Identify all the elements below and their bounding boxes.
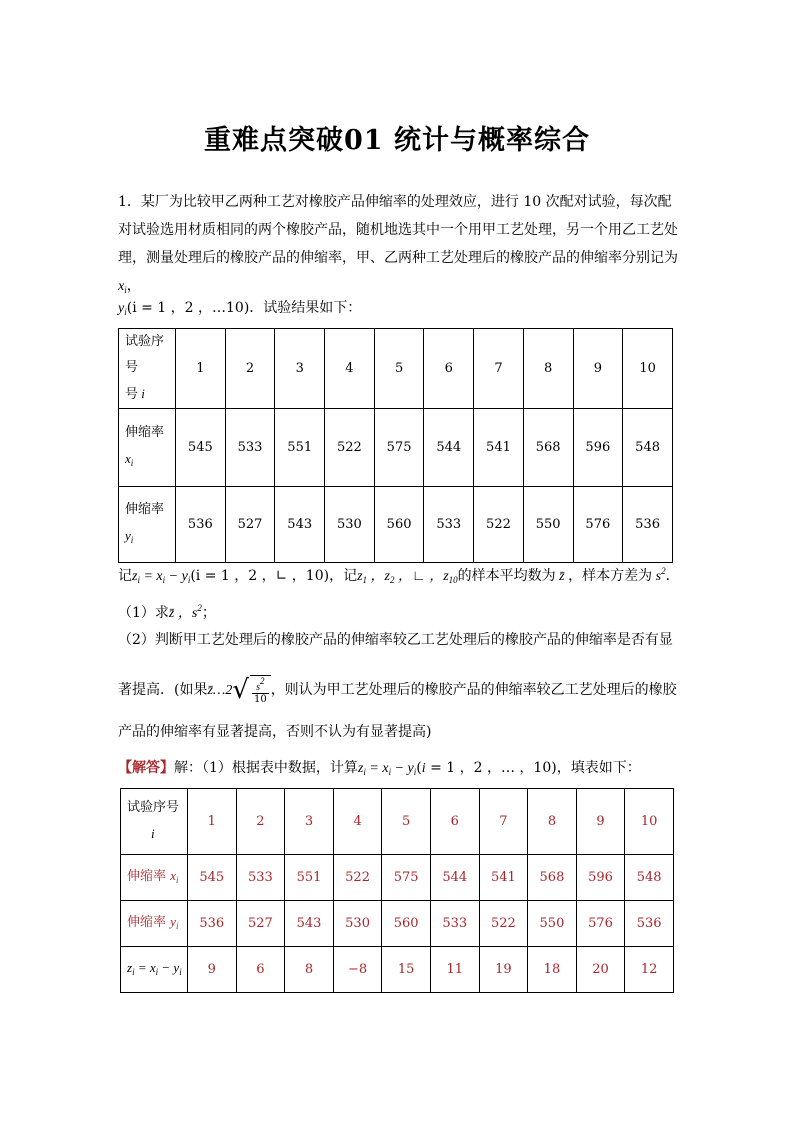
index-cell: 5 [382, 789, 431, 855]
y-cell: 550 [523, 487, 573, 563]
y-cell: 527 [225, 487, 275, 563]
table-row [121, 789, 674, 855]
answer-tag: 【解答】 [118, 760, 174, 776]
y-cell: 533 [424, 487, 474, 563]
x-cell: 568 [528, 855, 577, 901]
y-cell: 536 [623, 487, 673, 563]
z-cell: 8 [285, 947, 334, 993]
row-z-label: $z_i = x_i - y_i$ [121, 947, 188, 993]
x-cell: 541 [479, 855, 528, 901]
x-cell: 541 [474, 409, 524, 487]
z-cell: −8 [333, 947, 382, 993]
index-cell: 10 [625, 789, 674, 855]
x-cell: 545 [176, 409, 226, 487]
y-cell: 522 [479, 901, 528, 947]
z-cell: 20 [576, 947, 625, 993]
index-cell: 10 [623, 329, 673, 409]
x-cell: 522 [333, 855, 382, 901]
y-cell: 522 [474, 487, 524, 563]
index-cell: 3 [285, 789, 334, 855]
z-cell: 19 [479, 947, 528, 993]
x-cell: 545 [188, 855, 237, 901]
definition-line: 记$z_i = x_i - y_i(i = 1$ ，2 ，∟ ，10)，记$z_1$ ，$z_2$ ，∟ ，$z_{10}$的样本平均数为 z̄ ，样本方差为 $s^2$． [118, 566, 680, 585]
x-cell: 533 [225, 409, 275, 487]
y-cell: 536 [625, 901, 674, 947]
table-row [121, 947, 674, 993]
problem-intro: 1．某厂为比较甲乙两种工艺对橡胶产品伸缩率的处理效应，进行 10 次配对试验，每次配对试验选用材质相同的两个橡胶产品，随机地选其中一个用甲工艺处理，另一个用乙工艺处理，测量处理后的橡胶产品的伸缩率，甲、乙两种工艺处理后的橡胶产品的伸缩率分别记为$x_i$， [118, 194, 678, 295]
y-cell: 530 [325, 487, 375, 563]
x-cell: 551 [275, 409, 325, 487]
xi-symbol: $x_i$ [118, 279, 127, 295]
y-cell: 543 [275, 487, 325, 563]
y-cell: 560 [382, 901, 431, 947]
intro-text: 1．某厂为比较甲乙两种工艺对橡胶产品伸缩率的处理效应，进行 10 次配对试验，每次配对试验选用材质相同的两个橡胶产品，随机地选其中一个用甲工艺处理，另一个用乙工艺处理，测量处理后的橡胶产品的伸缩率，甲、乙两种工艺处理后的橡胶产品的伸缩率分别记为 [118, 194, 678, 266]
index-cell: 9 [573, 329, 623, 409]
table-row [119, 409, 673, 487]
index-cell: 2 [236, 789, 285, 855]
table-row [121, 901, 674, 947]
index-cell: 3 [275, 329, 325, 409]
z-cell: 6 [236, 947, 285, 993]
z-cell: 15 [382, 947, 431, 993]
answer-table [120, 788, 674, 993]
trial-table [118, 328, 673, 563]
x-cell: 533 [236, 855, 285, 901]
yi-symbol: $y_i$ [118, 301, 127, 317]
x-cell: 575 [382, 855, 431, 901]
x-cell: 596 [573, 409, 623, 487]
z-cell: 11 [430, 947, 479, 993]
index-cell: 8 [528, 789, 577, 855]
z-cell: 9 [188, 947, 237, 993]
index-cell: 2 [225, 329, 275, 409]
y-cell: 576 [576, 901, 625, 947]
table-row [119, 329, 673, 409]
y-cell: 530 [333, 901, 382, 947]
row-y-label: 伸缩率 $y_i$ [119, 487, 176, 563]
y-cell: 576 [573, 487, 623, 563]
z-cell: 12 [625, 947, 674, 993]
index-cell: 7 [474, 329, 524, 409]
answer-line: 【解答】解：（1）根据表中数据，计算$z_i = x_i - y_i(i = 1$ ，2 ，… ，10)，填表如下： [118, 760, 641, 777]
x-cell: 568 [523, 409, 573, 487]
y-cell: 527 [236, 901, 285, 947]
row-x-label: 伸缩率 $x_i$ [119, 409, 176, 487]
header-cell: 试验序号 i [121, 789, 188, 855]
x-cell: 596 [576, 855, 625, 901]
question-2-line3: 产品的伸缩率有显著提高，否则不认为有显著提高) [118, 724, 432, 740]
y-cell: 536 [188, 901, 237, 947]
question-2-line2: 著提高．(如果z̄…2√ $\frac{s2}{10}$ ，则认为甲工艺处理后的橡胶产品的伸缩率较乙工艺处理后的橡胶 [118, 675, 677, 705]
question-1: （1）求z̄ ，$s^2$； [118, 603, 216, 621]
row-x-label: 伸缩率 $x_i$ [121, 855, 188, 901]
index-cell: 6 [430, 789, 479, 855]
yi-line: $y_i(i = 1$ ，2 ，…10)．试验结果如下： [118, 300, 362, 317]
header-cell: 试验序号 号 i [119, 329, 176, 409]
y-cell: 536 [176, 487, 226, 563]
index-cell: 7 [479, 789, 528, 855]
x-cell: 548 [623, 409, 673, 487]
x-cell: 522 [325, 409, 375, 487]
index-cell: 9 [576, 789, 625, 855]
question-2-line1: （2）判断甲工艺处理后的橡胶产品的伸缩率较乙工艺处理后的橡胶产品的伸缩率是否有显 [118, 632, 673, 648]
x-cell: 575 [374, 409, 424, 487]
index-cell: 1 [176, 329, 226, 409]
index-cell: 4 [325, 329, 375, 409]
x-cell: 551 [285, 855, 334, 901]
z-cell: 18 [528, 947, 577, 993]
index-cell: 5 [374, 329, 424, 409]
sqrt-icon: √ [232, 675, 249, 705]
x-cell: 548 [625, 855, 674, 901]
y-cell: 543 [285, 901, 334, 947]
table-row [121, 855, 674, 901]
table-row [119, 487, 673, 563]
y-cell: 550 [528, 901, 577, 947]
index-cell: 4 [333, 789, 382, 855]
index-cell: 6 [424, 329, 474, 409]
x-cell: 544 [430, 855, 479, 901]
row-y-label: 伸缩率 $y_i$ [121, 901, 188, 947]
x-cell: 544 [424, 409, 474, 487]
page-title: 重难点突破01 统计与概率综合 [204, 125, 590, 156]
y-cell: 560 [374, 487, 424, 563]
y-cell: 533 [430, 901, 479, 947]
index-cell: 8 [523, 329, 573, 409]
index-cell: 1 [188, 789, 237, 855]
